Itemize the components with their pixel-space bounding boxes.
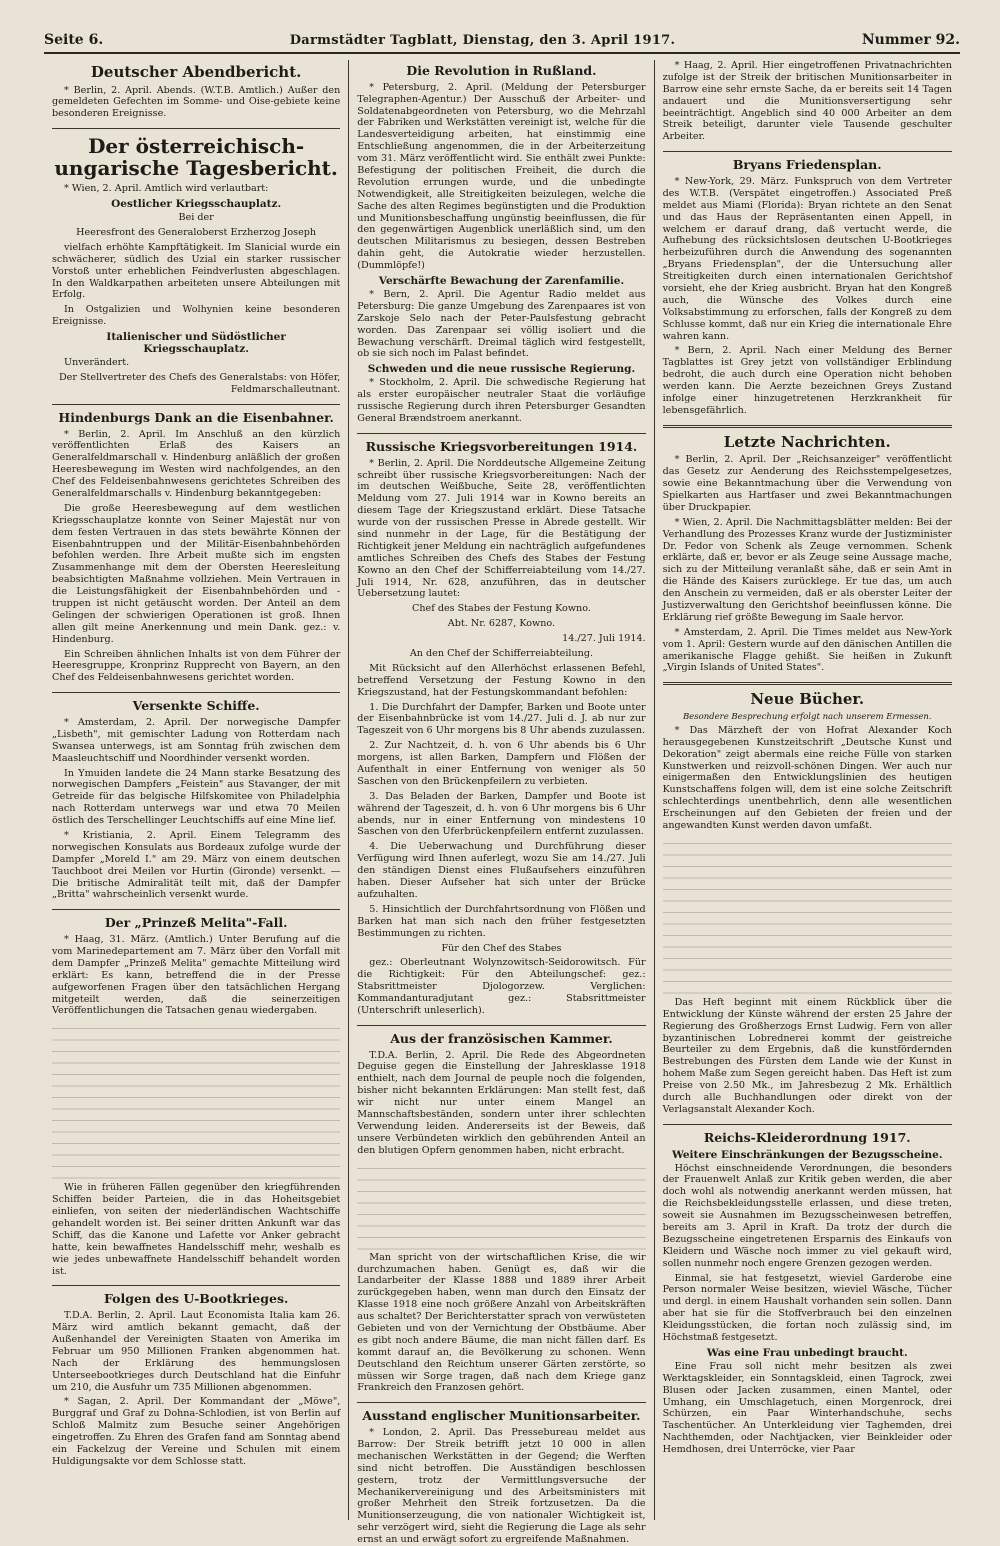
paragraph: Man spricht von der wirtschaftlichen Krise, die wir durchzumachen haben. Genügt es, daß wir die Landarbeiter der Klasse 1888 und 1889 ihrer Arbeit zurückgegeben haben, wenn man durch den Einsatz der Klasse 1918 eine noch größere Anzahl von Arbeitskräften aus schaltet? Der Berichterstatter sprach von verwüsteten Gebieten und von der Vernichtung der Obstbäume. Aber es gibt noch andere Bäume, die man nicht fällen darf. Es kommt darauf an, die Bevölkerung zu schonen. Wenn Deutschland den Reichtum unserer Gärten zerstörte, so müssen wir Sorge tragen, daß nach dem Kriege ganz Frankreich den Franzosen gehört.	[357, 1251, 646, 1394]
paragraph: * Das Märzheft der von Hofrat Alexander Koch herausgegebenen Kunstzeitschrift „Deutsche Kunst und Dekoration" zeigt abermals eine reiche Fülle von starken Kunstwerken und reizvoll-schönen Dingen. Wer auch nur einigermaßen den Entwicklungslinien des heutigen Kunstschaffens folgen will, dem ist eine solche Zeitschrift schlechterdings unentbehrlich, denn alle wesentlichen Erscheinungen auf den Gebieten der freien und der angewandten Kunst werden davon umfaßt.	[662, 724, 952, 831]
article-kleiderordnung	[663, 1131, 952, 1456]
subheadline: Oestlicher Kriegsschauplatz.	[111, 198, 282, 211]
divider	[52, 128, 340, 129]
illegible-text-block	[663, 835, 952, 995]
paragraph: * Amsterdam, 2. April. Der norwegische Dampfer „Lisbeth", mit gemischter Ladung von Rotterdam nach Swansea unterwegs, ist am Sonntag früh zwischen dem Maasleuchtschiff und Noordhinder versenkt worden.	[52, 716, 341, 764]
divider	[357, 1025, 645, 1026]
paragraph: * London, 2. April. Das Pressebureau meldet aus Barrow: Der Streik betrifft jetzt 10 000 in allen mechanischen Werkstätten in der Gegend; die Werften sind nicht betroffen. Die Ausständigen beschlossen gestern, trotz der Vermittlungsversuche der Mechanikervereinigung und des Arbeitsministers mit großer Mehrheit den Streik fortzusetzen. Da die Munitionserzeugung, die von nationaler Wichtigkeit ist, sehr verzögert wird, sieht die Regierung die Lage als sehr ernst an und erwägt sofort zu ergreifende Maßnahmen.	[357, 1427, 646, 1546]
paragraph: 3. Das Beladen der Barken, Dampfer und Boote ist während der Tageszeit, d. h. von 6 Uhr morgens bis 6 Uhr abends, nur in einer Entfernung von mindestens 10 Saschen von den Uferbrückenpfeilern entfernt zuzulassen.	[357, 790, 646, 838]
article-revolution-russland	[357, 64, 645, 425]
headline: Folgen des U-Bootkrieges.	[103, 1291, 289, 1307]
headline: Hindenburgs Dank an die Eisenbahner.	[58, 409, 334, 425]
paragraph: 14./27. Juli 1914.	[562, 633, 646, 645]
divider	[663, 425, 952, 428]
headline: Bryans Friedensplan.	[732, 157, 882, 173]
paragraph: vielfach erhöhte Kampftätigkeit. Im Slanicial wurde ein schwächerer, südlich des Uzial ein starker russischer Vorstoß unter erheblichen Feindverlusten abgeschlagen. In den Waldkarpathen arbeiteten unsere Abteilungen mit Erfolg.	[52, 241, 341, 301]
article-u-bootkrieg	[52, 1292, 340, 1467]
signature: Der Stellvertreter des Chefs des Generalstabs: von Höfer, Feldmarschalleutnant.	[58, 371, 341, 395]
paragraph: T.D.A. Berlin, 2. April. Die Rede des Abgeordneten Deguise gegen die Einstellung der Jahresklasse 1918 enthielt, nach dem Journal de peuple noch die folgenden, bisher nicht bekannten Erklärungen: Man stellt fest, daß wir nicht nur unter einem Mangel an Mannschaftsbeständen, sondern unter ihrer schlechten Verwendung leiden. Andererseits ist der Beweis, daß unsere Verbündeten wirklich den gebührenden Anteil an den blutigen Opfern genommen haben, nicht erbracht.	[357, 1049, 646, 1156]
headline: Russische Kriegsvorbereitungen 1914.	[365, 438, 638, 454]
note: Besondere Besprechung erfolgt nach unserem Ermessen.	[682, 711, 932, 722]
paragraph: * Bern, 2. April. Nach einer Meldung des Berner Tagblattes ist Grey jetzt von vollständiger Erblindung bedroht, die auch durch eine Operation nicht behoben werden kann. Die Aerzte bezeichnen Greys Zustand infolge einer hinzugetretenen Herzkrankheit für lebensgefährlich.	[662, 345, 952, 416]
article-franzoesische-kammer	[357, 1032, 645, 1394]
article-munitionsarbeiter	[357, 1409, 645, 1546]
divider	[52, 1285, 340, 1286]
paragraph: * New-York, 29. März. Funkspruch von dem Vertreter des W.T.B. (Verspätet eingetroffen.) Associated Preß meldet aus Miami (Florida): Bryan richtete an den Senat und das Haus der Repräsentanten einen Appell, in welchem er darauf drang, daß vertucht werde, die Aufhebung des rücksichtslosen deutschen U-Bootkrieges herbeizuführen durch die Anwendung des sogenannten „Bryans Friedensplan", der die Untersuchung aller Streitigkeiten durch einen internationalen Gerichtshof vorsieht, ehe der Krieg ausbricht. Bryan hat den Kongreß auch, die Wünsche des Volkes durch eine Volksabstimmung zu erforschen, falls der Kongreß zu dem Schlusse kommt, daß nur ein Krieg die internationale Ehre wahren kann.	[662, 175, 952, 342]
column-1	[44, 60, 349, 1520]
headline: Versenkte Schiffe.	[132, 698, 260, 714]
paragraph: T.D.A. Berlin, 2. April. Laut Economista Italia kam 26. März wird amtlich bekannt gemacht, daß der Außenhandel der Vereinigten Staaten von Amerika im Februar um 950 Millionen Franken abgenommen hat. Nach der Erklärung des hemmungslosen Unterseebootkrieges durch Deutschland hat die Einfuhr um 210, die Ausfuhr um 735 Millionen abgenommen.	[52, 1310, 341, 1393]
paragraph: * Bern, 2. April. Die Agentur Radio meldet aus Petersburg: Die ganze Umgebung des Zarenpaares ist von Zarskoje Selo nach der Peter-Paulsfestung gebracht worden. Das Zarenpaar sei völlig isoliert und die Bewachung verschärft. Dreimal täglich wird festgestellt, ob sie sich noch im Palast befindet.	[357, 289, 646, 360]
masthead	[44, 32, 960, 54]
paragraph: * Berlin, 2. April. Im Anschluß an den kürzlich veröffentlichten Erlaß des Kaisers an Generalfeldmarschall v. Hindenburg anläßlich der großen Heeresbewegung im Westen wird nachfolgendes, an den Chef des Feldeisenbahnwesens gerichtetes Schreiben des Generalfeldmarschalls v. Hindenburg bekanntgegeben:	[52, 428, 341, 499]
paragraph: Ein Schreiben ähnlichen Inhalts ist von dem Führer der Heeresgruppe, Kronprinz Rupprecht von Bayern, an den Chef des Feldeisenbahnwesens gerichtet worden.	[52, 648, 341, 684]
paragraph: * Kristiania, 2. April. Einem Telegramm des norwegischen Konsulats aus Bordeaux zufolge wurde der Dampfer „Moreld I." am 29. März von einem deutschen Tauchboot drei Meilen vor Hurtin (Gironde) versenkt. — Die britische Admiralität teilt mit, daß der Dampfer „Britta" wahrscheinlich versenkt wurde.	[52, 829, 341, 901]
divider	[52, 404, 340, 405]
paragraph: Eine Frau soll nicht mehr besitzen als zwei Werktagskleider, ein Sonntagskleid, einen Tagrock, zwei Blusen oder Jacken zusammen, einen Mantel, oder Umhang, ein Umschlagetuch, einen Morgenrock, drei Schürzen, ein Paar Winterhandschuhe, sechs Taschentücher. An Unterkleidung vier Taghemden, drei Nachthemden, oder Nachtjacken, vier Beinkleider oder Hemdhosen, drei Unterröcke, vier Paar	[662, 1360, 952, 1456]
paragraph: An den Chef der Schifferreiabteilung.	[409, 648, 594, 660]
illegible-text-block	[357, 1160, 645, 1250]
paragraph: Einmal, sie hat festgesetzt, wieviel Garderobe eine Person normaler Weise besitzen, wieviel Wäsche, Tücher und dergl. in einem Haushalt vorhanden sein sollen. Dann aber hat sie für die Stoffverbrauch bei den einzelnen Kleidungsstücken, die fortan noch zulässig sind, im Höchstmaß festgesetzt.	[662, 1272, 952, 1343]
paragraph: 2. Zur Nachtzeit, d. h. von 6 Uhr abends bis 6 Uhr morgens, ist allen Barken, Dampfern und Flößen der Aufenthalt in einer Entfernung von weniger als 50 Saschen von den Brückenpfeilern zu verbieten.	[357, 740, 646, 787]
divider	[357, 433, 645, 434]
paragraph: * Berlin, 2. April. Der „Reichsanzeiger" veröffentlicht das Gesetz zur Aenderung des Reichsstempelgesetzes, sowie eine Bekanntmachung über die Verwendung von Spielkarten aus Hartfaser und zwei Bekanntmachungen über Druckpapier.	[662, 454, 952, 513]
divider	[663, 1124, 952, 1125]
subheadline: Schweden und die neue russische Regierung.	[367, 363, 636, 376]
paragraph: Bei der	[178, 212, 214, 224]
headline: Neue Bücher.	[750, 690, 865, 709]
column-3	[655, 60, 960, 1520]
paragraph: * Sagan, 2. April. Der Kommandant der „Möwe", Burggraf und Graf zu Dohna-Schlodien, ist von Berlin auf Schloß Malmitz zum Besuche seiner Angehörigen eingetroffen. Zu Ehren des Grafen fand am Sonntag abend ein Fackelzug der Vereine und Schulen mit einem Huldigungsakte vor dem Schlosse statt.	[52, 1396, 341, 1467]
divider	[52, 692, 340, 693]
page-number: Seite 6.	[44, 32, 104, 48]
paragraph: Höchst einschneidende Verordnungen, die besonders der Frauenwelt Anlaß zur Kritik geben werden, die aber doch wohl als notwendig anerkannt werden müssen, hat die Reichsbekleidungsstelle erlassen, und diese treten, soweit sie Ausnahmen im Bezugsscheinwesen betreffen, bereits am 3. April in Kraft. Da trotz der durch die Bezugsscheine eingetretenen Ersparnis des Einkaufs von Kleidern und Wäsche noch immer zu viel gekauft wird, sollen nunmehr noch engere Grenzen gezogen werden.	[662, 1162, 952, 1269]
paragraph: * Wien, 2. April. Amtlich wird verlautbart:	[64, 183, 269, 195]
divider	[663, 682, 952, 685]
paragraph: * Stockholm, 2. April. Die schwedische Regierung hat als erster europäischer neutraler Staat die vorläufige russische Regierung durch ihren Petersburger Gesandten General Brændstroem anerkannt.	[357, 377, 646, 425]
subheadline: Italienischer und Südöstlicher Kriegsschauplatz.	[106, 331, 286, 356]
headline: Der „Prinzeß Melita"-Fall.	[104, 915, 288, 931]
headline: Deutscher Abendbericht.	[90, 63, 302, 81]
paragraph: 1. Die Durchfahrt der Dampfer, Barken und Boote unter der Eisenbahnbrücke ist vom 14./27. Juli d. J. ab nur zur Tageszeit von 6 Uhr morgens bis 8 Uhr abends zuzulassen.	[357, 701, 646, 737]
columns	[44, 60, 960, 1546]
paragraph: Chef des Stabes der Festung Kowno.	[412, 603, 591, 615]
headline: Aus der französischen Kammer.	[390, 1030, 613, 1046]
paragraph: Das Heft beginnt mit einem Rückblick über die Entwicklung der Künste während der ersten 25 Jahre der Regierung des Großherzogs Ernst Ludwig. Fern von aller byzantinischen Lobrednerei kommt der geistreiche Beurteiler zu dem Ergebnis, daß die kunstfördernden Bestrebungen des Fürsten dem Lande wie der Kunst in hohem Maße zum Segen gereicht haben. Das Heft ist zum Preise von 2.50 Mk., im Jahresbezug 2 Mk. Erhältlich durch alle Buchhandlungen oder direkt von der Verlagsanstalt Alexander Koch.	[662, 996, 952, 1115]
article-letzte-nachrichten	[663, 434, 952, 675]
paragraph: In Ostgalizien und Wolhynien keine besonderen Ereignisse.	[52, 304, 341, 328]
divider	[52, 909, 340, 910]
divider	[663, 151, 952, 152]
column-2	[349, 60, 654, 1546]
paragraph: gez.: Oberleutnant Wolynzowitsch-Seidorowitsch. Für die Richtigkeit: Für den Abteilungschef: gez.: Stabsrittmeister Djologorzew. Verglichen: Kommandanturadjutant gez.: Stabsrittmeister (Unterschrift unleserlich).	[357, 957, 646, 1016]
article-prinzess-melita	[52, 916, 340, 1277]
paragraph: Unverändert.	[64, 357, 130, 369]
subheadline: Was eine Frau unbedingt braucht.	[706, 1346, 908, 1359]
paragraph: * Amsterdam, 2. April. Die Times meldet aus New-York vom 1. April: Gestern wurde auf den dänischen Antillen die amerikanische Flagge gehißt. Sie heißen in Zukunft „Virgin Islands of United States".	[662, 626, 952, 674]
paragraph: 4. Die Ueberwachung und Durchführung dieser Verfügung wird Ihnen auferlegt, wozu Sie am 14./27. Juli den ständigen Dienst eines Flußaufsehers einzuführen haben. Dieser Aufseher hat sich unter der Brücke aufzuhalten.	[357, 841, 646, 900]
article-bryan	[663, 158, 952, 417]
paragraph: * Berlin, 2. April. Abends. (W.T.B. Amtlich.) Außer den gemeldeten Gefechten im Somme- und Oise-gebiete keine besonderen Ereignisse.	[52, 84, 341, 120]
subheadline: Weitere Einschränkungen der Bezugsscheine.	[671, 1148, 943, 1161]
article-haag-streik	[663, 60, 952, 143]
divider	[357, 1402, 645, 1403]
article-hindenburg	[52, 411, 340, 684]
paragraph: In Ymuiden landete die 24 Mann starke Besatzung des norwegischen Dampfers „Feistein" aus Stavanger, der mit Getreide für das belgische Hilfskomitee von Philadelphia nach Rotterdam unterwegs war und etwa 70 Meilen östlich des Terschellinger Leuchtschiffs auf eine Mine lief.	[52, 767, 341, 827]
article-oesterreich	[52, 135, 340, 396]
headline: Der österreichisch-ungarische Tagesbericht.	[54, 134, 338, 181]
paragraph: * Berlin, 2. April. Die Norddeutsche Allgemeine Zeitung schreibt über russische Kriegsvorbereitungen: Nach der im deutschen Weißbuche, Seite 28, veröffentlichten Meldung vom 27. Juli 1914 war in Kowno bereits an diesem Tage der Kriegszustand erklärt. Diese Tatsache wurde von der russischen Presse in Abrede gestellt. Wir sind nunmehr in der Lage, für die Bestätigung der Richtigkeit jener Meldung ein nachträglich aufgefundenes amtliches Schreiben des Chefs des Stabes der Festung Kowno an den Chef der Schifferreiabteilung vom 14./27. Juli 1914, Nr. 628, anzuführen, das in deutscher Uebersetzung lautet:	[357, 457, 646, 600]
article-neue-buecher	[663, 691, 952, 1115]
subheadline: Verschärfte Bewachung der Zarenfamilie.	[378, 275, 625, 287]
article-kriegsvorbereitungen	[357, 440, 645, 1017]
issue-number: Nummer 92.	[861, 32, 960, 48]
paragraph: * Haag, 31. März. (Amtlich.) Unter Berufung auf die vom Marinedepartement am 7. März über den Vorfall mit dem Dampfer „Prinzeß Melita" gemachte Mitteilung wird erklärt: Es kann, betreffend die in der Presse aufgeworfenen Fragen über den tatsächlichen Hergang mitgeteilt werden, daß die seinerzeitigen Veröffentlichungen die Tatsachen genau wiedergaben.	[52, 934, 341, 1017]
paragraph: Abt. Nr. 6287, Kowno.	[447, 618, 556, 630]
paragraph: Die große Heeresbewegung auf dem westlichen Kriegsschauplatze konnte von Seiner Majestät nur von dem festen Vertrauen in das stets bewährte Können der Eisenbahntruppen und der Militär-Eisenbahnbehörden befohlen werden. Ihre Arbeit mußte sich im engsten Zusammenhange mit dem der Obersten Heeresleitung beabsichtigten Maßnahme vollziehen. Mein Vertrauen in die Leistungsfähigkeit der Eisenbahnbehörden und -truppen ist nicht getäuscht worden. Der Anteil an dem Gelingen der schwierigen Operationen ist groß. Ihnen allen gilt meine Anerkennung und mein Dank. gez.: v. Hindenburg.	[52, 502, 341, 645]
paragraph: Für den Chef des Stabes	[441, 942, 562, 954]
paragraph: * Haag, 2. April. Hier eingetroffenen Privatnachrichten zufolge ist der Streik der britischen Munitionsarbeiter in Barrow eine sehr ernste Sache, da er bereits seit 14 Tagen andauert und die Munitionsversertigung sehr beeinträchtigt. Angeblich sind 40 000 Arbeiter an dem Streik beteiligt, darunter viele Tausende geschulter Arbeiter.	[662, 60, 952, 143]
headline: Reichs-Kleiderordnung 1917.	[703, 1129, 911, 1145]
headline: Die Revolution in Rußland.	[406, 63, 597, 78]
paragraph: Heeresfront des Generaloberst Erzherzog Joseph	[76, 226, 317, 238]
paragraph: 5. Hinsichtlich der Durchfahrtsordnung von Flößen und Barken hat man sich nach den früher festgesetzten Bestimmungen zu richten.	[357, 903, 646, 939]
newspaper-title-date: Darmstädter Tagblatt, Dienstag, den 3. April 1917.	[289, 33, 676, 48]
article-versenkte-schiffe	[52, 699, 340, 901]
article-abendbericht	[52, 64, 340, 120]
paragraph: * Petersburg, 2. April. (Meldung der Petersburger Telegraphen-Agentur.) Der Ausschuß der Arbeiter- und Soldatenabgeordneten von Petersburg, wo die Mehrzahl der Fabriken und Werkstätten vereinigt ist, welche für die Landesverteidigung arbeiten, hat einstimmig eine Entschließung angenommen, die in der Arbeiterzeitung vom 31. März veröffentlicht wird. Sie enthält zwei Punkte: Befestigung der politischen Freiheit, die durch die Revolution errungen wurde, und die unbedingte Notwendigkeit, alle Streitigkeiten beizulegen, welche die Sache des alten Regimes begünstigten und die Produktion und Munitionsbeschaffung ungünstig beeinflussen, die für den gegenwärtigen Augenblick unerläßlich sind, um den deutschen Militarismus zu besiegen, dessen Bestreben dahin geht, die Autokratie wieder herzustellen. (Dummlöpfe!)	[357, 81, 646, 272]
paragraph: Mit Rücksicht auf den Allerhöchst erlassenen Befehl, betreffend Versetzung der Festung Kowno in den Kriegszustand, hat der Festungskommandant befohlen:	[357, 662, 646, 698]
headline: Letzte Nachrichten.	[723, 432, 891, 451]
headline: Ausstand englischer Munitionsarbeiter.	[362, 1408, 641, 1424]
paragraph: * Wien, 2. April. Die Nachmittagsblätter melden: Bei der Verhandlung des Prozesses Kranz wurde der Justizminister Dr. Fedor von Schenk als Zeuge vernommen. Schenk erklärte, daß er, bevor er als Zeuge seine Aussage mache, sich zu der Mitteilung veranlaßt sähe, daß er sein Amt in die Hände des Kaisers zurücklege. Er tue das, um auch den Anschein zu vermeiden, daß er als oberster Leiter der Justizverwaltung den Gerichtshof beeinflussen könne. Die Erklärung rief größte Bewegung im Saale hervor.	[662, 516, 952, 623]
paragraph: Wie in früheren Fällen gegenüber den kriegführenden Schiffen beider Parteien, die in das Hoheitsgebiet einliefen, von seiten der niederländischen Wachtschiffe gehandelt worden ist. Bei seiner dritten Ankunft war das Schiff, das die Kanone und Lafette vor Anker gebracht hatte, kein bewaffnetes Handelsschiff mehr, weshalb es wie jedes unbewaffnete Handelsschiff behandelt worden ist.	[52, 1182, 341, 1277]
illegible-text-block	[52, 1020, 340, 1180]
